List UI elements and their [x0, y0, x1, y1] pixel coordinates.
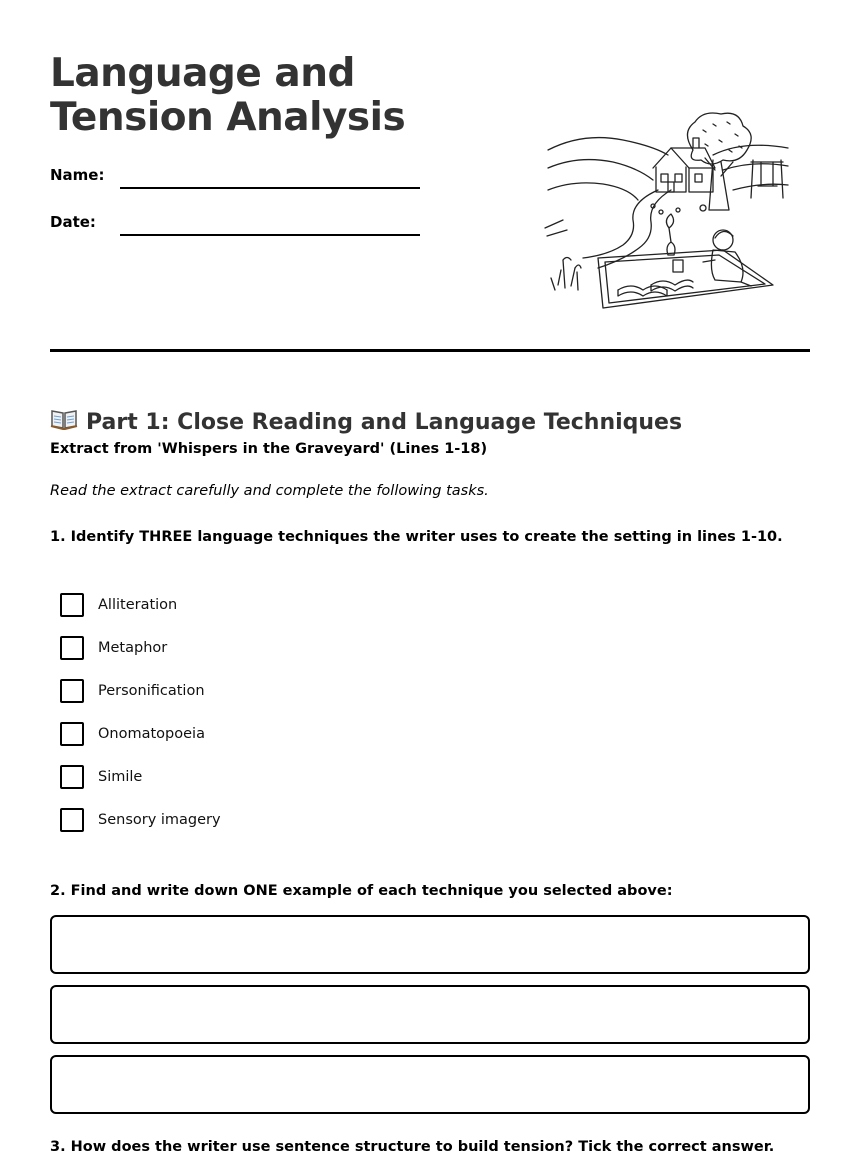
instruction-text: Read the extract carefully and complete the following tasks. [50, 483, 489, 499]
answer-box-2[interactable] [50, 985, 810, 1044]
option-alliteration [60, 593, 177, 617]
section-divider [50, 349, 810, 352]
part1-heading [50, 407, 682, 437]
extract-source: Extract from 'Whispers in the Graveyard' (Lines 1-18) [50, 441, 488, 457]
option-label: Personification [98, 683, 205, 699]
option-simile [60, 765, 142, 789]
checkbox[interactable] [60, 722, 84, 746]
answer-box-3[interactable] [50, 1055, 810, 1114]
checkbox[interactable] [60, 765, 84, 789]
option-metaphor [60, 636, 167, 660]
option-label: Sensory imagery [98, 812, 221, 828]
open-book-icon [50, 407, 78, 437]
option-label: Simile [98, 769, 143, 785]
date-label: Date: [50, 213, 96, 231]
question-2: 2. Find and write down ONE example of each technique you selected above: [50, 883, 673, 899]
option-sensory-imagery [60, 808, 221, 832]
name-field[interactable] [120, 187, 420, 189]
name-label: Name: [50, 166, 105, 184]
option-personification [60, 679, 205, 703]
question-1: 1. Identify THREE language techniques the writer uses to create the setting in lines 1-10. [50, 529, 783, 545]
page-title: Language and Tension Analysis [50, 51, 406, 140]
checkbox[interactable] [60, 679, 84, 703]
answer-box-1[interactable] [50, 915, 810, 974]
checkbox[interactable] [60, 636, 84, 660]
part1-heading-text: Part 1: Close Reading and Language Techniques [86, 409, 683, 435]
option-label: Metaphor [98, 640, 168, 656]
date-field[interactable] [120, 234, 420, 236]
question-3: 3. How does the writer use sentence structure to build tension? Tick the correct answer. [50, 1139, 775, 1155]
checkbox[interactable] [60, 808, 84, 832]
child-reading-picnic-illustration [543, 110, 793, 332]
option-label: Onomatopoeia [98, 726, 205, 742]
checkbox[interactable] [60, 593, 84, 617]
option-onomatopoeia [60, 722, 205, 746]
option-label: Alliteration [98, 597, 178, 613]
